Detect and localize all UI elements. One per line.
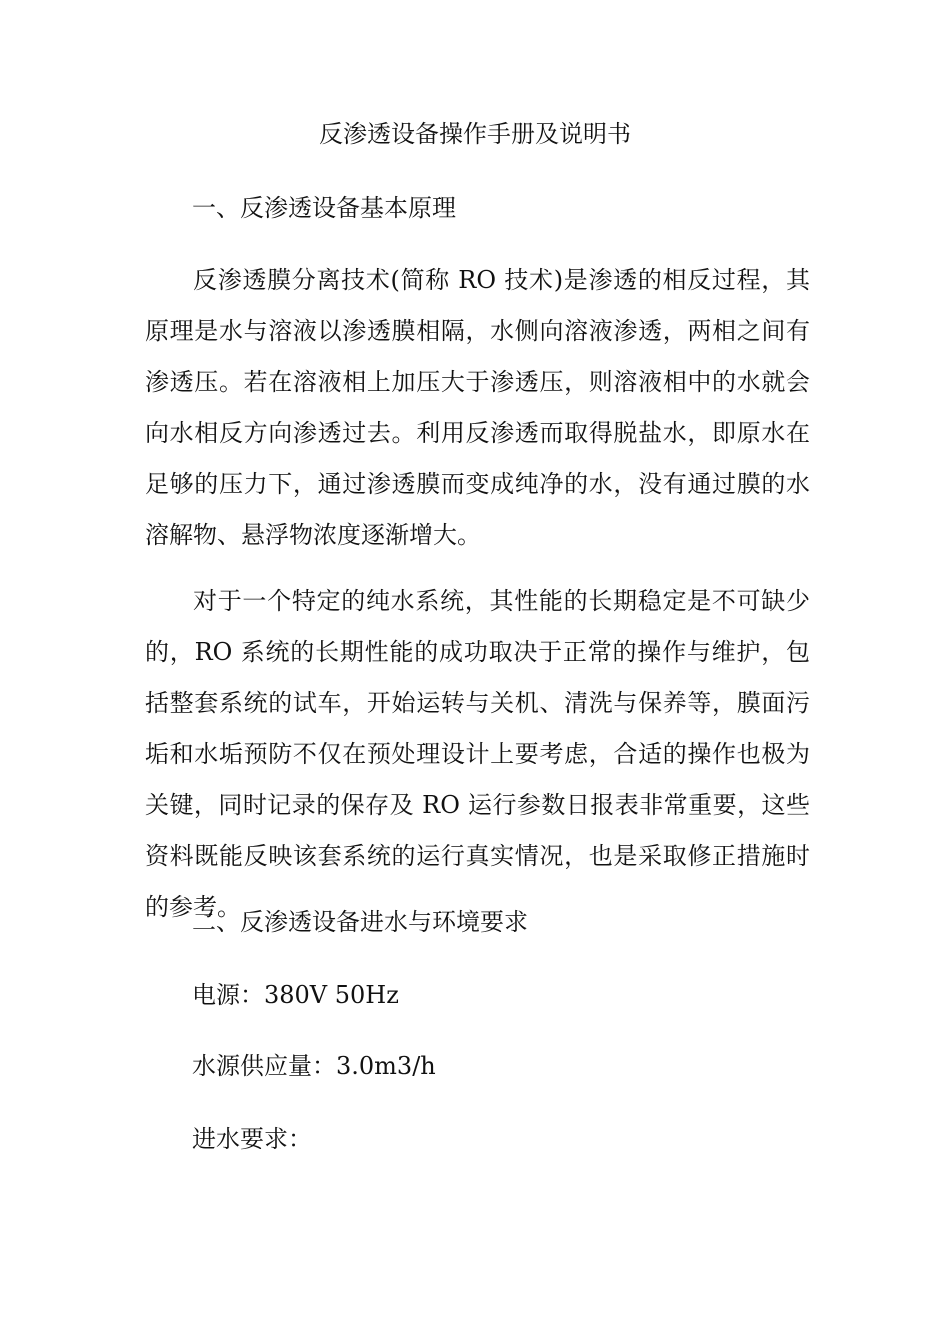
section-heading-requirements: 二、反渗透设备进水与环境要求 [192,908,528,936]
paragraph-ro-principle: 反渗透膜分离技术(简称 RO 技术)是渗透的相反过程，其原理是水与溶液以渗透膜相隔，水侧向溶液渗透，两相之间有渗透压。若在溶液相上加压大于渗透压，则溶液相中的水就会向水相反方向渗透过去。利用反渗透而取得脱盐水，即原水在足够的压力下，通过渗透膜而变成纯净的水，没有通过膜的水溶解物、悬浮物浓度逐渐增大。 [145,266,810,549]
document-title: 反渗透设备操作手册及说明书 [319,120,631,148]
paragraph-ro-operation: 对于一个特定的纯水系统，其性能的长期稳定是不可缺少的，RO 系统的长期性能的成功取决于正常的操作与维护，包括整套系统的试车，开始运转与关机、清洗与保养等，膜面污垢和水垢预防不仅在预处理设计上要考虑，合适的操作也极为关键，同时记录的保存及 RO 运行参数日报表非常重要，这些资料既能反映该套系统的运行真实情况，也是采取修正措施时的参考。 [145,587,810,921]
water-supply-spec: 水源供应量：3.0m3/h [192,1052,436,1080]
inlet-requirements-label: 进水要求： [192,1125,312,1153]
power-spec: 电源：380V 50Hz [192,981,399,1009]
section-heading-principle: 一、反渗透设备基本原理 [192,194,456,222]
